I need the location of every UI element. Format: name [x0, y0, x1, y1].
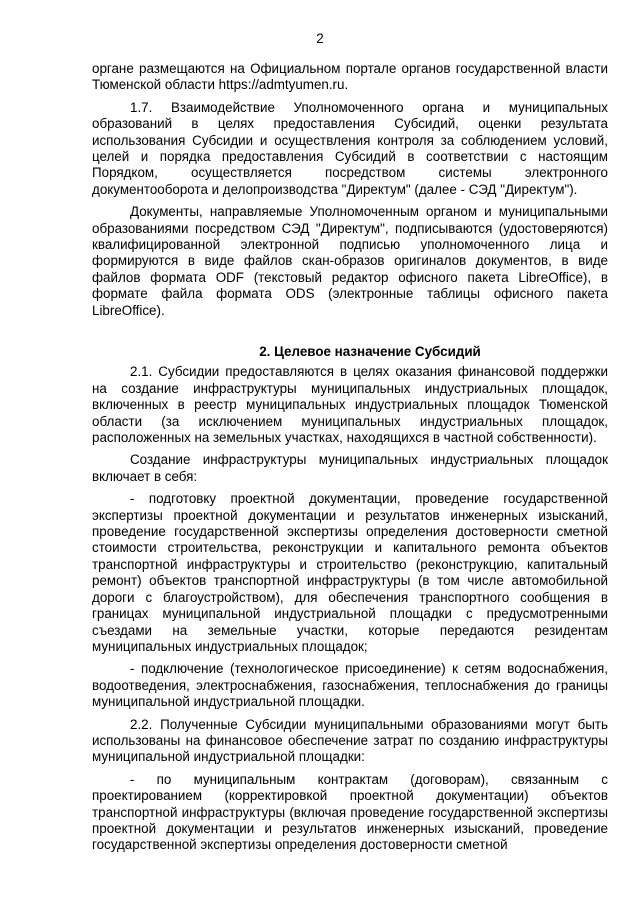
- page-number: 2: [316, 31, 324, 46]
- list-item-design-documentation: - подготовку проектной документации, проведение государственной экспертизы проектной документации и результатов инженерных изысканий, проведение государственной экспертизы определения достоверности сметной стоимости строительства, реконструкции и капитального ремонта объектов транспортной инфраструктуры и строительство (реконструкцию, капитальный ремонт) объектов транспортной инфраструктуры (в том числе автомобильной дороги с благоустройством), для обеспечения транспортного сообщения в границах муниципальной индустриальной площадки с предусмотренными съездами на земельные участки, которые передаются резидентам муниципальных индустриальных площадок;: [92, 491, 608, 654]
- list-item-utility-connection: - подключение (технологическое присоединение) к сетям водоснабжения, водоотведения, электроснабжения, газоснабжения, теплоснабжения до границы муниципальной индустриальной площадки.: [92, 661, 608, 710]
- paragraph-documents: Документы, направляемые Уполномоченным органом и муниципальными образованиями посредством СЭД "Директум", подписываются (удостоверяются) квалифицированной электронной подписью уполномоченного лица и формируются в виде файлов скан-образов оригиналов документов, в виде файлов формата ODF (текстовый редактор офисного пакета LibreOffice), в формате файла формата ODS (электронные таблицы офисного пакета LibreOffice).: [92, 204, 608, 318]
- paragraph-infrastructure-includes: Создание инфраструктуры муниципальных индустриальных площадок включает в себя:: [92, 452, 608, 484]
- paragraph-2-1: 2.1. Субсидии предоставляются в целях оказания финансовой поддержки на создание инфраструктуры муниципальных индустриальных площадок, включенных в реестр муниципальных индустриальных площадок Тюменской области (за исключением муниципальных индустриальных площадок, расположенных на земельных участках, находящихся в частной собственности).: [92, 364, 608, 446]
- document-body: [92, 61, 608, 319]
- paragraph-1-7: 1.7. Взаимодействие Уполномоченного органа и муниципальных образований в целях предоставления Субсидий, оценки результата использования Субсидии и осуществления контроля за соблюдением условий, целей и порядка предоставления Субсидий в соответствии с настоящим Порядком, осуществляется посредством системы электронного документооборота и делопроизводства "Директум" (далее - СЭД "Директум").: [92, 99, 608, 197]
- section-heading: 2. Целевое назначение Субсидий: [259, 344, 481, 359]
- list-item-municipal-contracts: - по муниципальным контрактам (договорам), связанным с проектированием (корректировкой проектной документации) объектов транспортной инфраструктуры (включая проведение государственной экспертизы проектной документации и результатов инженерных изысканий, проведение государственной экспертизы определения достоверности сметной: [92, 771, 608, 853]
- paragraph-2-2: 2.2. Полученные Субсидии муниципальными образованиями могут быть использованы на финансовое обеспечение затрат по созданию инфраструктуры муниципальной индустриальной площадки:: [92, 716, 608, 765]
- paragraph-intro-continued: органе размещаются на Официальном портале органов государственной власти Тюменской области https://admtyumen.ru.: [92, 61, 608, 93]
- section-2: [92, 344, 608, 854]
